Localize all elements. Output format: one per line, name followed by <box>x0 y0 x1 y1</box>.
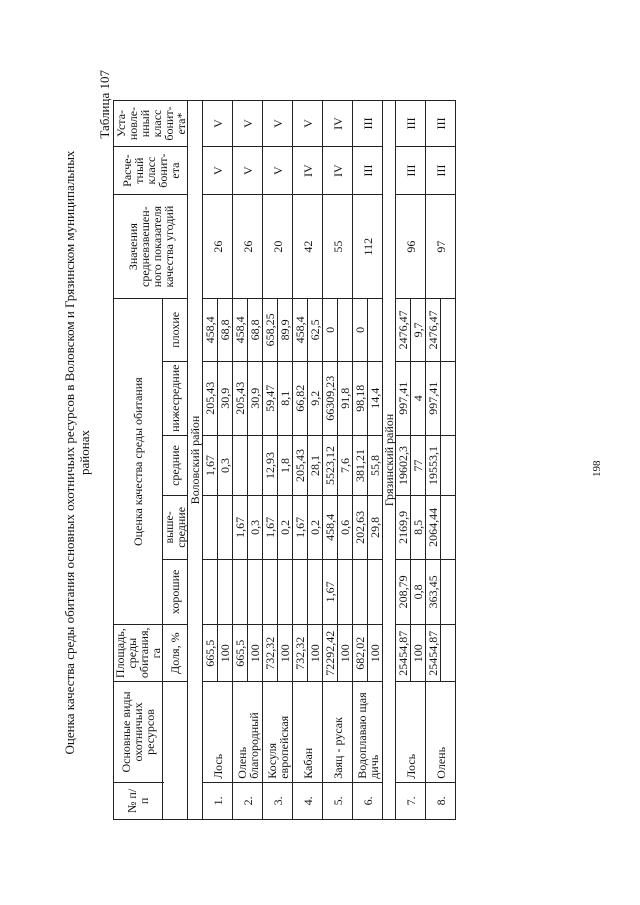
cell-bad-ha: 2476,47 <box>396 299 411 361</box>
cell-below-pct: 4 <box>411 361 426 435</box>
cell-avg-pct: 7,6 <box>338 435 353 495</box>
table-caption-line2: районах <box>77 430 92 475</box>
cell-bad-ha: 458,4 <box>233 299 248 361</box>
cell-above-pct: 8,5 <box>411 496 426 559</box>
cell-good-pct <box>278 559 293 625</box>
cell-bad-pct <box>441 299 456 361</box>
cell-share: 100 <box>218 625 233 682</box>
cell-set-class: V <box>293 101 323 147</box>
district-gryazinsky: Грязинский район <box>383 101 396 820</box>
cell-below-ha: 59,47 <box>263 361 278 435</box>
cell-species: Водоплаваю щая дичь <box>353 682 383 783</box>
cell-species: Олень благородный <box>233 682 263 783</box>
cell-avg-ha: 19553,1 <box>426 435 441 495</box>
cell-bad-ha: 0 <box>353 299 368 361</box>
cell-below-pct: 30,9 <box>248 361 263 435</box>
cell-area: 732,32 <box>263 625 278 682</box>
cell-avg-pct: 0,3 <box>218 435 233 495</box>
cell-avg-pct: 28,1 <box>308 435 323 495</box>
table-row <box>426 101 441 820</box>
cell-species: Кабан <box>293 682 323 783</box>
cell-area: 665,5 <box>233 625 248 682</box>
cell-calc-class: IV <box>293 147 323 195</box>
page-number: 198 <box>591 460 603 477</box>
cell-set-class: V <box>233 101 263 147</box>
cell-below-ha: 205,43 <box>203 361 218 435</box>
cell-set-class: IV <box>323 101 353 147</box>
cell-share: 100 <box>308 625 323 682</box>
cell-avg-ha <box>233 435 248 495</box>
cell-good-pct <box>308 559 323 625</box>
cell-share: 100 <box>278 625 293 682</box>
cell-above-ha: 2064,44 <box>426 496 441 559</box>
cell-bad-pct <box>338 299 353 361</box>
cell-no: 8. <box>426 782 456 819</box>
cell-above-pct: 0,3 <box>248 496 263 559</box>
header-below-avg: нижесредние <box>163 361 188 435</box>
cell-avg-ha: 1,67 <box>203 435 218 495</box>
header-good: хорошие <box>163 559 188 625</box>
cell-weighted: 42 <box>293 195 323 299</box>
cell-bad-ha: 458,4 <box>203 299 218 361</box>
cell-species: Заяц - русак <box>323 682 353 783</box>
cell-good-pct <box>338 559 353 625</box>
cell-calc-class: III <box>426 147 456 195</box>
cell-avg-pct: 1,8 <box>278 435 293 495</box>
header-calc-class: Расчетный класс бонитета <box>114 147 188 195</box>
header-weighted: Значения средневзвешенного показателя качества угодий <box>114 195 188 299</box>
cell-above-ha: 1,67 <box>233 496 248 559</box>
cell-species: Лось <box>203 682 233 783</box>
cell-area: 25454,87 <box>396 625 411 682</box>
district-volovsky: Воловский район <box>188 101 203 820</box>
cell-bad-pct: 62,5 <box>308 299 323 361</box>
cell-above-ha <box>203 496 218 559</box>
cell-avg-pct <box>441 435 456 495</box>
cell-above-pct <box>218 496 233 559</box>
header-avg: средние <box>163 435 188 495</box>
cell-avg-ha: 5523,12 <box>323 435 338 495</box>
cell-below-ha: 997,41 <box>426 361 441 435</box>
cell-calc-class: V <box>203 147 233 195</box>
cell-species: Олень <box>426 682 456 783</box>
habitat-quality-table <box>113 100 456 820</box>
cell-weighted: 55 <box>323 195 353 299</box>
cell-species: Лось <box>396 682 426 783</box>
cell-set-class: V <box>263 101 293 147</box>
cell-set-class: III <box>426 101 456 147</box>
cell-good-pct <box>441 559 456 625</box>
header-blank <box>163 682 188 820</box>
table-row <box>263 101 278 820</box>
cell-bad-pct: 89,9 <box>278 299 293 361</box>
table-label: Таблица 107 <box>97 70 112 139</box>
cell-above-pct: 0,2 <box>278 496 293 559</box>
cell-below-pct: 91,8 <box>338 361 353 435</box>
cell-above-ha: 202,63 <box>353 496 368 559</box>
table-row <box>203 101 218 820</box>
cell-area: 682,02 <box>353 625 368 682</box>
cell-below-pct: 9,2 <box>308 361 323 435</box>
cell-good-ha <box>203 559 218 625</box>
cell-avg-pct: 77 <box>411 435 426 495</box>
cell-good-ha <box>293 559 308 625</box>
cell-below-pct <box>441 361 456 435</box>
table-row <box>396 101 411 820</box>
cell-above-ha: 2169,9 <box>396 496 411 559</box>
cell-calc-class: V <box>263 147 293 195</box>
cell-calc-class: III <box>353 147 383 195</box>
header-set-class: Установленный класс бонитета* <box>114 101 188 147</box>
table-row <box>233 101 248 820</box>
cell-good-pct <box>248 559 263 625</box>
cell-avg-ha: 12,93 <box>263 435 278 495</box>
cell-bad-pct: 9,7 <box>411 299 426 361</box>
cell-above-pct: 29,8 <box>368 496 383 559</box>
cell-no: 1. <box>203 782 233 819</box>
cell-area: 732,32 <box>293 625 308 682</box>
table-row <box>353 101 368 820</box>
header-area: Площадь, среды обитания, га <box>114 625 163 682</box>
cell-weighted: 26 <box>233 195 263 299</box>
cell-bad-ha: 2476,47 <box>426 299 441 361</box>
cell-bad-ha: 658,25 <box>263 299 278 361</box>
cell-above-ha: 458,4 <box>323 496 338 559</box>
cell-avg-ha: 19602,3 <box>396 435 411 495</box>
cell-set-class: V <box>203 101 233 147</box>
cell-set-class: III <box>396 101 426 147</box>
cell-above-ha: 1,67 <box>263 496 278 559</box>
cell-no: 5. <box>323 782 353 819</box>
table-caption-line1: Оценка качества среды обитания основных охотничьих ресурсов в Воловском и Грязинском муниципальных <box>62 150 77 755</box>
cell-no: 6. <box>353 782 383 819</box>
cell-set-class: III <box>353 101 383 147</box>
cell-bad-pct: 68,8 <box>218 299 233 361</box>
cell-good-pct: 0,8 <box>411 559 426 625</box>
cell-good-pct <box>368 559 383 625</box>
header-above-avg: вышесредние <box>163 496 188 559</box>
cell-below-ha: 205,43 <box>233 361 248 435</box>
header-share: Доля, % <box>163 625 188 682</box>
cell-weighted: 112 <box>353 195 383 299</box>
cell-bad-pct: 68,8 <box>248 299 263 361</box>
cell-good-pct <box>218 559 233 625</box>
cell-calc-class: IV <box>323 147 353 195</box>
cell-area: 72292,42 <box>323 625 338 682</box>
cell-weighted: 96 <box>396 195 426 299</box>
header-species: Основные виды охотничьих ресурсов <box>114 682 163 783</box>
cell-above-pct <box>441 496 456 559</box>
cell-share: 100 <box>338 625 353 682</box>
cell-above-pct: 0,2 <box>308 496 323 559</box>
cell-share: 100 <box>248 625 263 682</box>
cell-avg-ha: 205,43 <box>293 435 308 495</box>
cell-good-ha <box>263 559 278 625</box>
table-row <box>323 101 338 820</box>
cell-area: 25454,87 <box>426 625 441 682</box>
cell-no: 7. <box>396 782 426 819</box>
cell-weighted: 26 <box>203 195 233 299</box>
cell-no: 4. <box>293 782 323 819</box>
table-row <box>293 101 308 820</box>
table-body <box>188 101 456 820</box>
cell-share: 100 <box>411 625 426 682</box>
cell-good-ha: 208,79 <box>396 559 411 625</box>
cell-good-ha: 363,45 <box>426 559 441 625</box>
cell-area: 665,5 <box>203 625 218 682</box>
cell-above-pct: 0,6 <box>338 496 353 559</box>
cell-bad-ha: 458,4 <box>293 299 308 361</box>
cell-below-ha: 66,82 <box>293 361 308 435</box>
cell-calc-class: V <box>233 147 263 195</box>
cell-good-ha <box>353 559 368 625</box>
header-quality: Оценка качества среды обитания <box>114 299 163 625</box>
cell-avg-pct <box>248 435 263 495</box>
cell-below-pct: 30,9 <box>218 361 233 435</box>
cell-avg-pct: 55,8 <box>368 435 383 495</box>
cell-share: 100 <box>368 625 383 682</box>
cell-below-pct: 8,1 <box>278 361 293 435</box>
cell-share <box>441 625 456 682</box>
cell-no: 3. <box>263 782 293 819</box>
cell-below-ha: 66309,23 <box>323 361 338 435</box>
cell-above-ha: 1,67 <box>293 496 308 559</box>
cell-below-ha: 997,41 <box>396 361 411 435</box>
cell-bad-pct <box>368 299 383 361</box>
cell-good-ha <box>233 559 248 625</box>
cell-weighted: 20 <box>263 195 293 299</box>
cell-species: Косуля европейская <box>263 682 293 783</box>
cell-no: 2. <box>233 782 263 819</box>
header-no: № п/п <box>114 782 163 819</box>
cell-weighted: 97 <box>426 195 456 299</box>
cell-good-ha: 1,67 <box>323 559 338 625</box>
cell-avg-ha: 381,21 <box>353 435 368 495</box>
cell-bad-ha: 0 <box>323 299 338 361</box>
cell-calc-class: III <box>396 147 426 195</box>
cell-below-ha: 98,18 <box>353 361 368 435</box>
cell-below-pct: 14,4 <box>368 361 383 435</box>
header-bad: плохие <box>163 299 188 361</box>
